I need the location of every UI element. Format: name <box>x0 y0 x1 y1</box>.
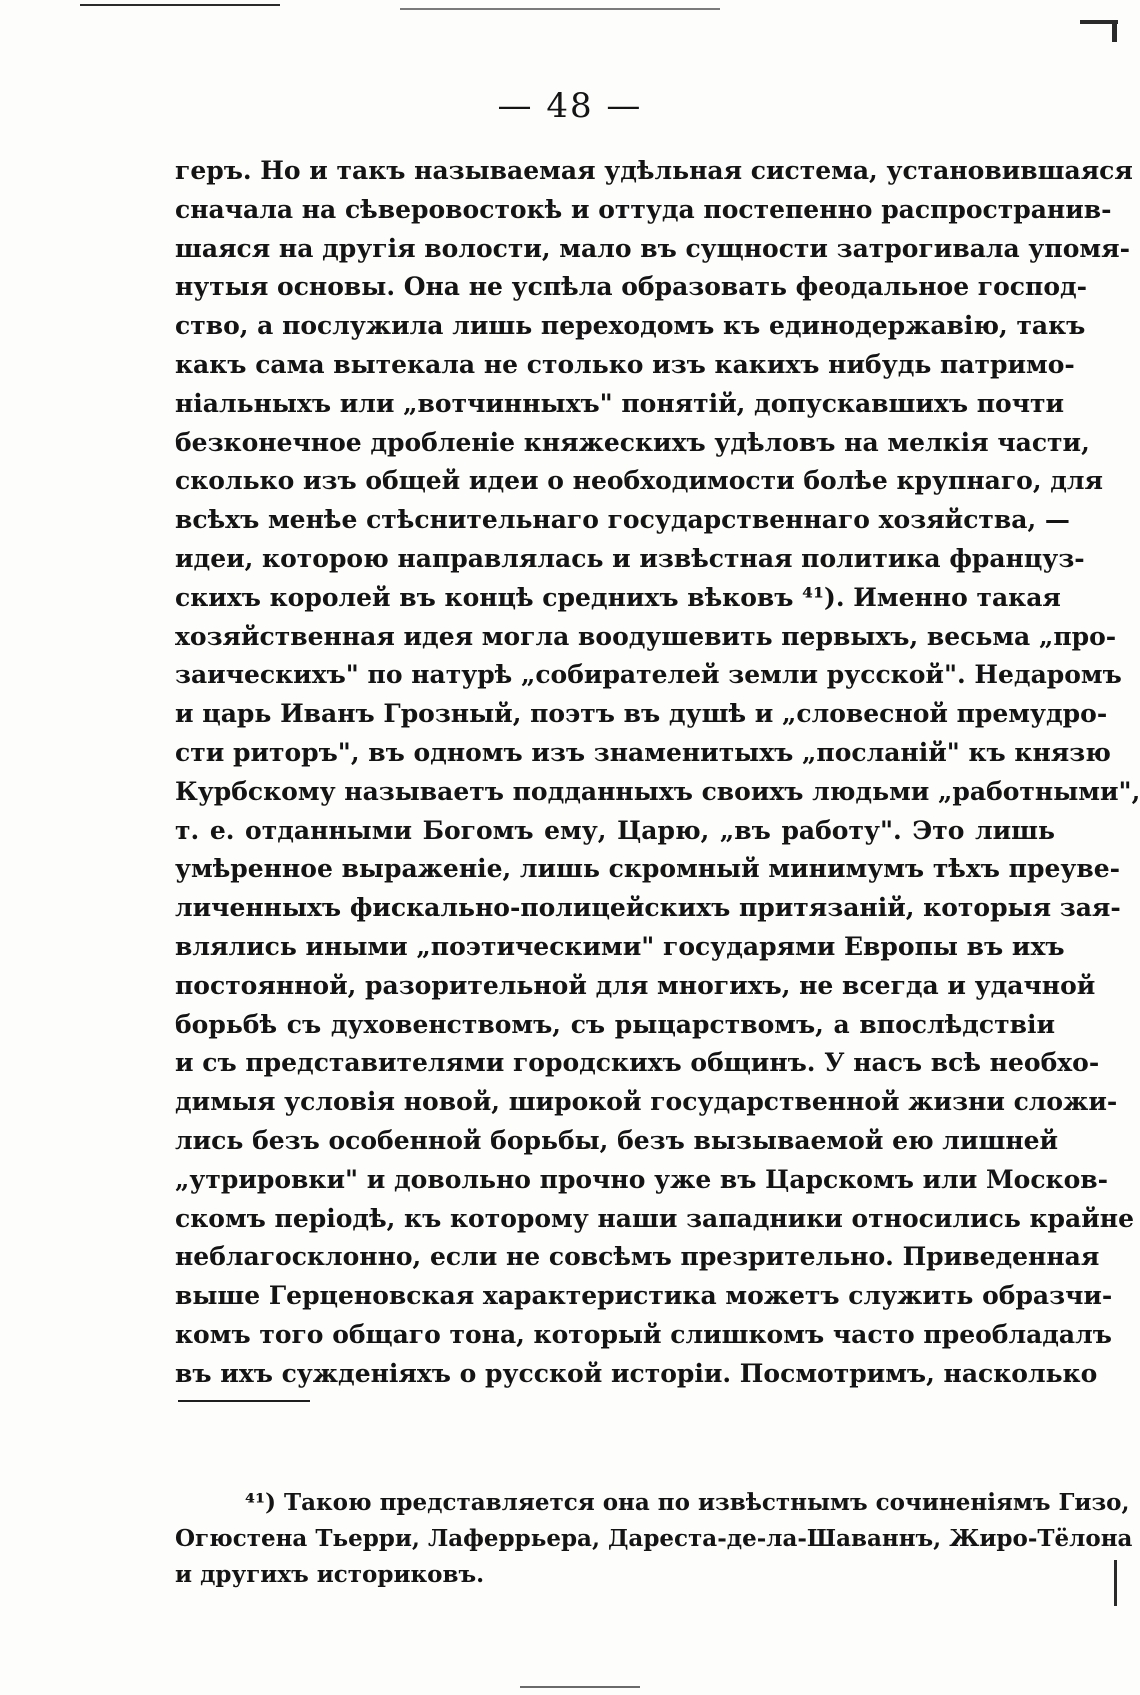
footnote-line: и другихъ историковъ. <box>175 1561 485 1588</box>
text-line: умѣренное выраженіе, лишь скромный минимумъ тѣхъ преуве- <box>175 854 1121 884</box>
footnote-separator <box>178 1400 310 1402</box>
text-line: идеи, которою направлялась и извѣстная политика француз- <box>175 543 1085 573</box>
text-line: сти риторъ", въ одномъ изъ знаменитыхъ „посланій" къ князю <box>175 737 1111 767</box>
scan-top-left-mark <box>80 4 280 6</box>
text-line: Курбскому называетъ подданныхъ своихъ людьми „работными", <box>175 776 1140 806</box>
text-line: выше Герценовская характеристика можетъ служить образчи- <box>175 1281 1113 1311</box>
text-line: влялись иными „поэтическими" государями Европы въ ихъ <box>175 931 1065 961</box>
text-line: заическихъ" по натурѣ „собирателей земли русской". Недаромъ <box>175 660 1122 690</box>
text-line: и съ представителями городскихъ общинъ. У насъ всѣ необхо- <box>175 1048 1100 1078</box>
text-line: ніальныхъ или „вотчинныхъ" понятій, допускавшихъ почти <box>175 388 1065 418</box>
text-line: постоянной, разорительной для многихъ, не всегда и удачной <box>175 970 1096 1000</box>
scan-right-bottom-mark <box>1114 1560 1117 1606</box>
text-line: геръ. Но и такъ называемая удѣльная система, установившаяся <box>175 156 1133 185</box>
text-line: лись безъ особенной борьбы, безъ вызываемой ею лишней <box>175 1125 1059 1155</box>
footnote-line: Огюстена Тьерри, Лаферрьера, Дареста-де-ла-Шаваннъ, Жиро-Тёлона <box>175 1525 1133 1552</box>
text-line: нутыя основы. Она не успѣла образовать феодальное господ- <box>175 272 1088 302</box>
scan-bottom-mark <box>520 1686 640 1688</box>
text-line: всѣхъ менѣе стѣснительнаго государственнаго хозяйства, — <box>175 505 1070 535</box>
text-line: скомъ періодѣ, къ которому наши западники относились крайне <box>175 1203 1134 1233</box>
text-line: сколько изъ общей идеи о необходимости болѣе крупнаго, для <box>175 466 1103 496</box>
text-line: ство, а послужила лишь переходомъ къ единодержавію, такъ <box>175 311 1086 341</box>
scan-right-edge-mark <box>1112 22 1117 42</box>
text-line: борьбѣ съ духовенствомъ, съ рыцарствомъ, а впослѣдствіи <box>175 1009 1055 1039</box>
page-number: — 48 — <box>497 86 643 126</box>
text-line: т. е. отданными Богомъ ему, Царю, „въ работу". Это лишь <box>175 815 1055 845</box>
footnote-line: ⁴¹) Такою представляется она по извѣстнымъ сочиненіямъ Гизо, <box>245 1489 1130 1516</box>
footnotes <box>175 1485 1133 1593</box>
text-line: „утрировки" и довольно прочно уже въ Царскомъ или Москов- <box>175 1164 1109 1194</box>
text-line: димыя условія новой, широкой государственной жизни сложи- <box>175 1087 1118 1117</box>
scan-top-center-mark <box>400 8 720 10</box>
text-line: неблагосклонно, если не совсѣмъ презрительно. Приведенная <box>175 1242 1100 1272</box>
text-line: комъ того общаго тона, который слишкомъ часто преобладалъ <box>175 1319 1112 1349</box>
text-line: въ ихъ сужденіяхъ о русской исторіи. Посмотримъ, насколько <box>175 1358 1098 1388</box>
text-line: сначала на сѣверовостокѣ и оттуда постепенно распространив- <box>175 194 1112 224</box>
text-line: скихъ королей въ концѣ среднихъ вѣковъ ⁴¹). Именно такая <box>175 582 1061 612</box>
text-line: шаяся на другія волости, мало въ сущности затрогивала упомя- <box>175 233 1130 263</box>
text-line: и царь Иванъ Грозный, поэтъ въ душѣ и „словесной премудро- <box>175 699 1108 729</box>
text-line: безконечное дробленіе княжескихъ удѣловъ на мелкія части, <box>175 427 1090 457</box>
body-text <box>175 152 1140 1394</box>
text-line: какъ сама вытекала не столько изъ какихъ нибудь патримо- <box>175 349 1075 379</box>
text-line: личенныхъ фискально-полицейскихъ притязаній, которыя зая- <box>175 893 1121 923</box>
text-line: хозяйственная идея могла воодушевить первыхъ, весьма „про- <box>175 621 1117 651</box>
